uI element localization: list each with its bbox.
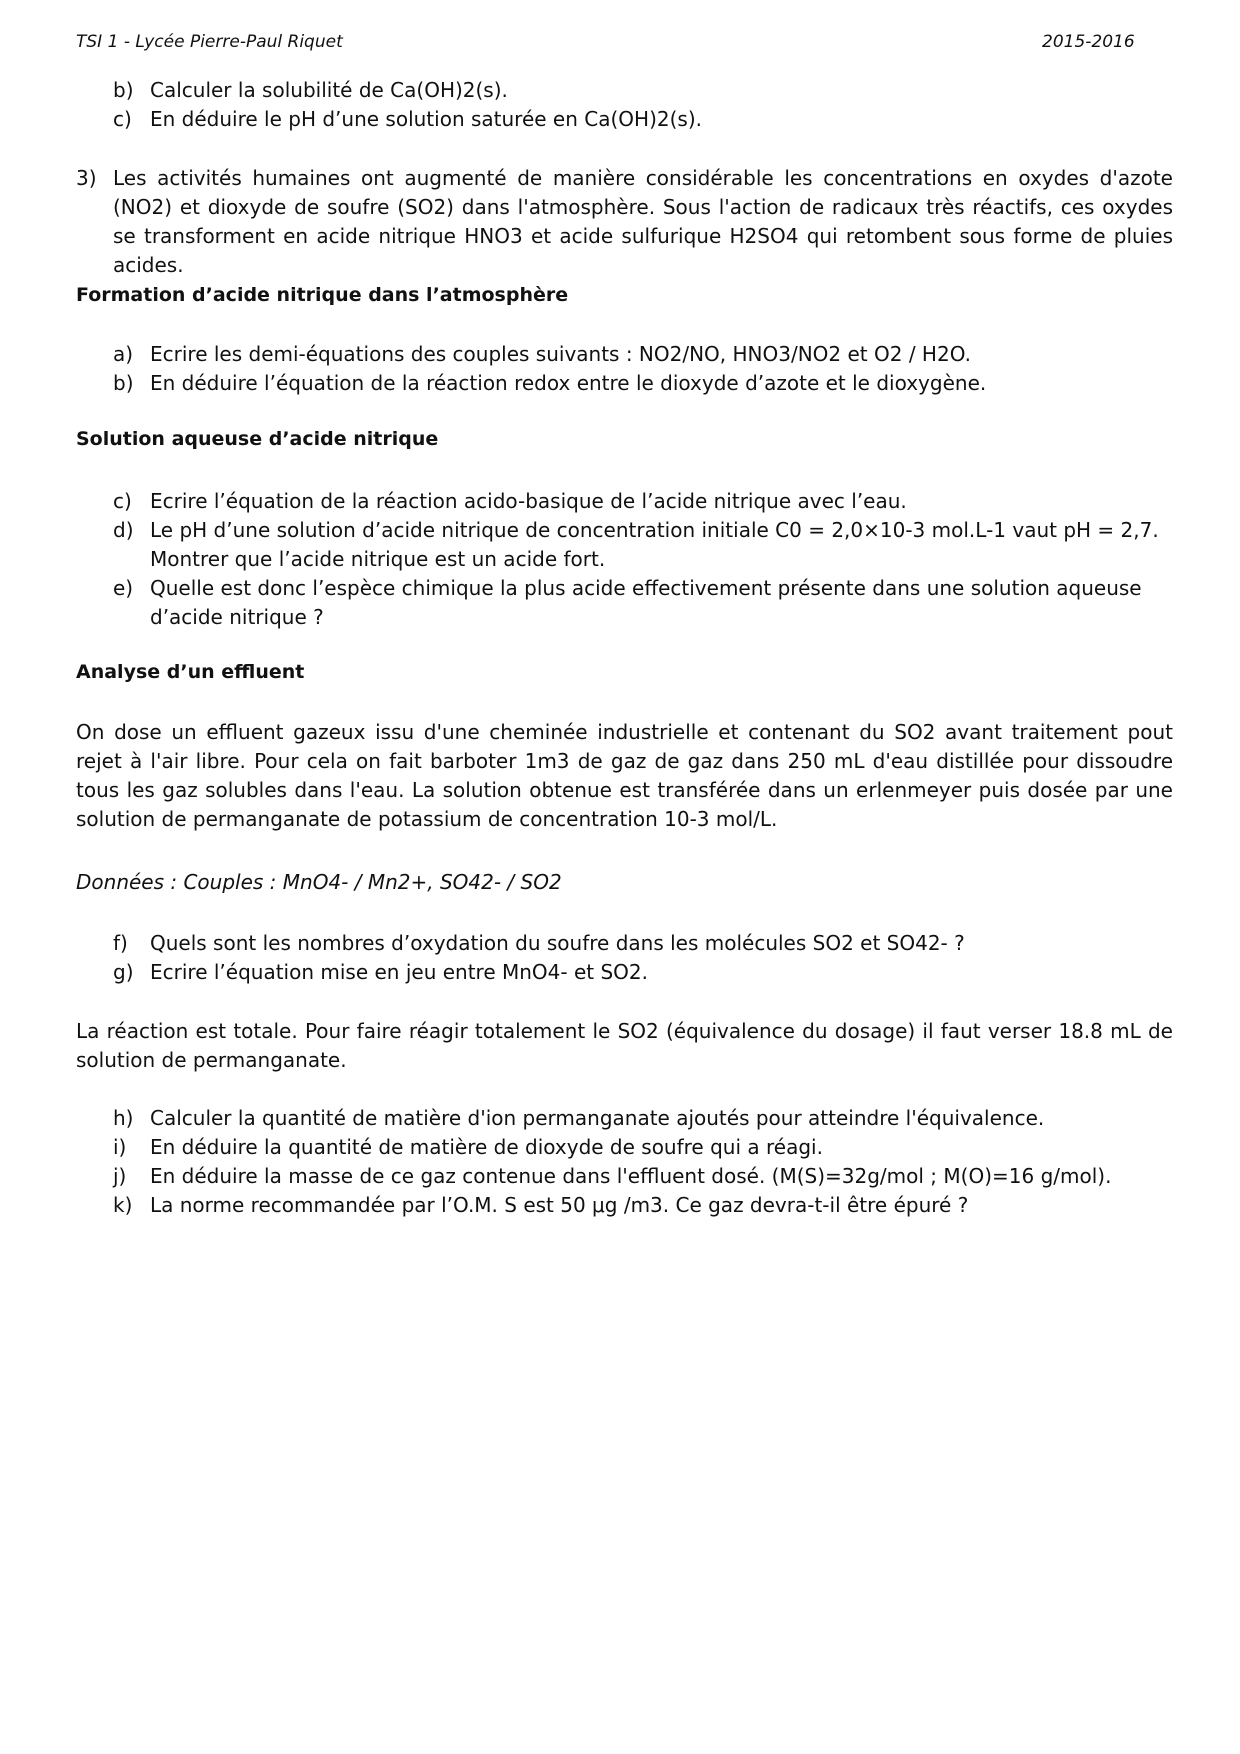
item-label: i): [113, 1135, 127, 1159]
item-label: c): [113, 107, 132, 131]
reaction-paragraph: La réaction est totale. Pour faire réagir totalement le SO2 (équivalence du dosage) il faut verser 18.8 mL de solution de permanganate.: [76, 1019, 1173, 1072]
question-number: 3): [76, 166, 97, 190]
item-label: b): [113, 371, 134, 395]
item-label: j): [113, 1164, 127, 1188]
item-text: En déduire la masse de ce gaz contenue dans l'effluent dosé. (M(S)=32g/mol ; M(O)=16 g/mol).: [150, 1164, 1112, 1188]
item-label: a): [113, 342, 134, 366]
effluent-paragraph: On dose un effluent gazeux issu d'une cheminée industrielle et contenant du SO2 avant traitement pout rejet à l'air libre. Pour cela on fait barboter 1m3 de gaz de gaz dans 250 mL d'eau distillée pour dissoudre tous les gaz solubles dans l'eau. La solution obtenue est transférée dans un erlenmeyer puis dosée par une solution de permanganate de potassium de concentration 10-3 mol/L.: [76, 720, 1173, 831]
item-label: k): [113, 1193, 133, 1217]
section-heading-analyse: Analyse d’un effluent: [76, 661, 305, 683]
header-year: 2015-2016: [1042, 32, 1135, 52]
data-couples: Données : Couples : MnO4- / Mn2+, SO42- / SO2: [76, 870, 562, 894]
item-label: f): [113, 931, 128, 955]
question-item-d: [113, 516, 1173, 574]
question-item-a: [113, 340, 1173, 369]
question-item-k: [113, 1191, 1173, 1220]
item-text: En déduire le pH d’une solution saturée en Ca(OH)2(s).: [150, 107, 702, 131]
item-text: Ecrire l’équation mise en jeu entre MnO4- et SO2.: [150, 960, 648, 984]
question-item-c: [113, 487, 1173, 516]
question-item-b: [113, 369, 1173, 398]
header-course: TSI 1 - Lycée Pierre-Paul Riquet: [76, 32, 343, 52]
question-3-text: Les activités humaines ont augmenté de manière considérable les concentrations en oxydes d'azote (NO2) et dioxyde de soufre (SO2) dans l'atmosphère. Sous l'action de radicaux très réactifs, ces oxydes se transforment en acide nitrique HNO3 et acide sulfurique H2SO4 qui retombent sous forme de pluies acides.: [113, 166, 1173, 277]
section-heading-solution: Solution aqueuse d’acide nitrique: [76, 428, 439, 450]
question-item-b-top: [113, 76, 1173, 105]
item-text: Le pH d’une solution d’acide nitrique de concentration initiale C0 = 2,0×10-3 mol.L-1 vaut pH = 2,7. Montrer que l’acide nitrique est un acide fort.: [150, 518, 1159, 571]
item-text: Calculer la solubilité de Ca(OH)2(s).: [150, 78, 508, 102]
item-label: c): [113, 489, 132, 513]
question-item-f: [113, 929, 1173, 958]
item-label: d): [113, 518, 134, 542]
item-text: Ecrire l’équation de la réaction acido-basique de l’acide nitrique avec l’eau.: [150, 489, 907, 513]
question-item-h: [113, 1104, 1173, 1133]
section-heading-formation: Formation d’acide nitrique dans l’atmosphère: [76, 284, 569, 306]
item-text: En déduire l’équation de la réaction redox entre le dioxyde d’azote et le dioxygène.: [150, 371, 987, 395]
question-item-c-top: [113, 105, 1173, 134]
question-item-g: [113, 958, 1173, 987]
question-item-e: [113, 574, 1173, 632]
question-item-i: [113, 1133, 1173, 1162]
item-text: Quelle est donc l’espèce chimique la plus acide effectivement présente dans une solution aqueuse d’acide nitrique ?: [150, 576, 1142, 629]
item-text: En déduire la quantité de matière de dioxyde de soufre qui a réagi.: [150, 1135, 823, 1159]
item-text: Quels sont les nombres d’oxydation du soufre dans les molécules SO2 et SO42- ?: [150, 931, 965, 955]
item-text: Ecrire les demi-équations des couples suivants : NO2/NO, HNO3/NO2 et O2 / H2O.: [150, 342, 971, 366]
question-item-j: [113, 1162, 1173, 1191]
item-label: g): [113, 960, 134, 984]
item-label: e): [113, 576, 134, 600]
item-text: La norme recommandée par l’O.M. S est 50 μg /m3. Ce gaz devra-t-il être épuré ?: [150, 1193, 969, 1217]
item-label: h): [113, 1106, 134, 1130]
question-3: [76, 164, 1173, 280]
item-label: b): [113, 78, 134, 102]
item-text: Calculer la quantité de matière d'ion permanganate ajoutés pour atteindre l'équivalence.: [150, 1106, 1045, 1130]
